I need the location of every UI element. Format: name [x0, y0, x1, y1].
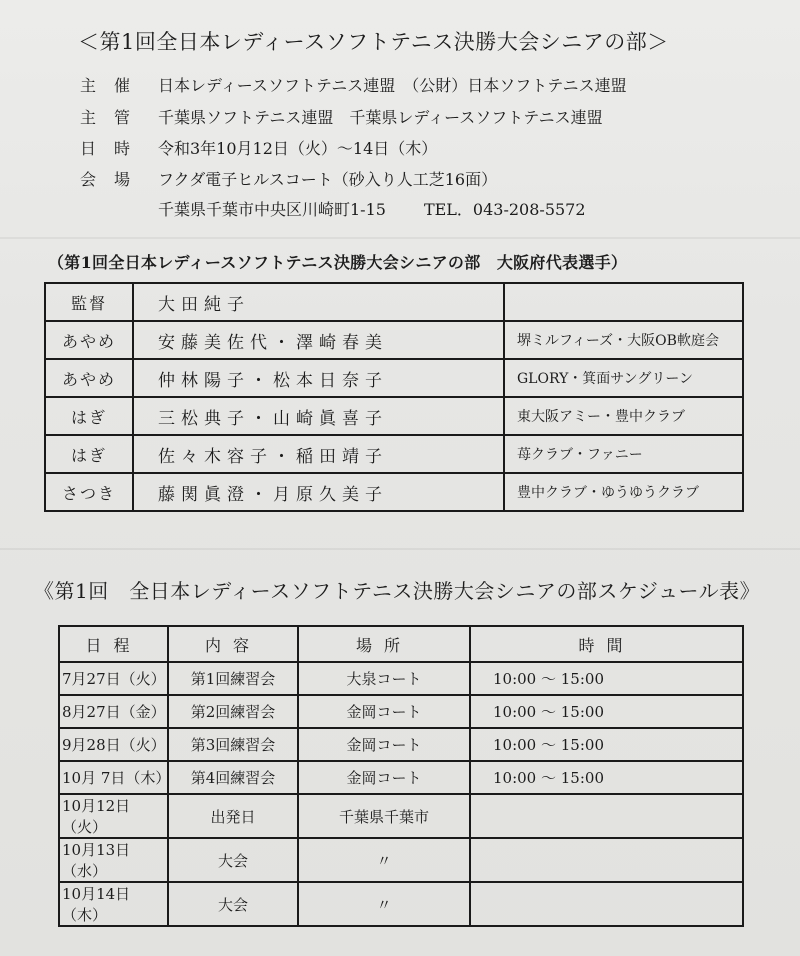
schedule-row: [59, 794, 743, 838]
team-position: 監督: [45, 283, 133, 321]
team-position: はぎ: [45, 435, 133, 473]
header-time: 時間: [470, 626, 743, 662]
info-row-management: [80, 105, 603, 128]
schedule-place: 〃: [298, 838, 470, 882]
team-row: [45, 473, 743, 511]
team-player-names: 大田純子: [133, 283, 504, 321]
team-row: [45, 321, 743, 359]
header-content: 内容: [168, 626, 298, 662]
schedule-time: [470, 882, 743, 926]
team-position: あやめ: [45, 321, 133, 359]
schedule-content: 大会: [168, 882, 298, 926]
fold-line: [0, 237, 800, 239]
schedule-date: 7月27日（火）: [59, 662, 168, 695]
team-table: [44, 282, 744, 512]
team-club: 豊中クラブ・ゆうゆうクラブ: [504, 473, 743, 511]
info-row-datetime: [80, 136, 437, 159]
team-club: [504, 283, 743, 321]
schedule-header-row: [59, 626, 743, 662]
schedule-row: [59, 761, 743, 794]
document-title: ＜第1回全日本レディースソフトテニス決勝大会シニアの部＞: [78, 30, 669, 54]
venue-phone: TEL．043-208-5572: [423, 200, 586, 219]
schedule-date: 10月13日（水）: [59, 838, 168, 882]
schedule-content: 第1回練習会: [168, 662, 298, 695]
fold-line: [0, 548, 800, 550]
schedule-content: 第3回練習会: [168, 728, 298, 761]
schedule-time: [470, 794, 743, 838]
schedule-content: 大会: [168, 838, 298, 882]
team-table-body: [45, 283, 743, 511]
schedule-time: 10:00 ～ 15:00: [470, 695, 743, 728]
team-club: 東大阪アミー・豊中クラブ: [504, 397, 743, 435]
team-row: [45, 359, 743, 397]
header-place: 場所: [298, 626, 470, 662]
schedule-row: [59, 695, 743, 728]
info-value: 日本レディースソフトテニス連盟 （公財）日本ソフトテニス連盟: [158, 76, 627, 95]
schedule-date: 10月14日（木）: [59, 882, 168, 926]
schedule-place: 金岡コート: [298, 728, 470, 761]
schedule-place: 金岡コート: [298, 695, 470, 728]
schedule-date: 8月27日（金）: [59, 695, 168, 728]
schedule-place: 大泉コート: [298, 662, 470, 695]
schedule-content: 第4回練習会: [168, 761, 298, 794]
team-row: [45, 283, 743, 321]
schedule-row: [59, 728, 743, 761]
schedule-place: 〃: [298, 882, 470, 926]
schedule-place: 金岡コート: [298, 761, 470, 794]
info-label: 主催: [80, 76, 149, 95]
team-position: あやめ: [45, 359, 133, 397]
team-player-names: 安藤美佐代・澤崎春美: [133, 321, 504, 359]
team-club: GLORY・箕面サングリーン: [504, 359, 743, 397]
schedule-row: [59, 882, 743, 926]
schedule-time: 10:00 ～ 15:00: [470, 761, 743, 794]
team-player-names: 佐々木容子・稲田靖子: [133, 435, 504, 473]
team-position: さつき: [45, 473, 133, 511]
info-value: 千葉県ソフトテニス連盟 千葉県レディースソフトテニス連盟: [158, 108, 603, 127]
info-label: 会場: [80, 170, 149, 189]
schedule-row: [59, 838, 743, 882]
team-player-names: 三松典子・山崎眞喜子: [133, 397, 504, 435]
schedule-time: 10:00 ～ 15:00: [470, 662, 743, 695]
team-row: [45, 435, 743, 473]
header-date: 日程: [59, 626, 168, 662]
schedule-content: 第2回練習会: [168, 695, 298, 728]
schedule-table-body: [59, 662, 743, 926]
schedule-time: [470, 838, 743, 882]
team-heading: （第1回全日本レディースソフトテニス決勝大会シニアの部 大阪府代表選手）: [48, 253, 628, 272]
info-label: 主管: [80, 108, 149, 127]
schedule-heading: 《第1回 全日本レディースソフトテニス決勝大会シニアの部スケジュール表》: [34, 579, 761, 603]
team-position: はぎ: [45, 397, 133, 435]
team-player-names: 仲林陽子・松本日奈子: [133, 359, 504, 397]
schedule-content: 出発日: [168, 794, 298, 838]
schedule-time: 10:00 ～ 15:00: [470, 728, 743, 761]
schedule-table: [58, 625, 744, 927]
team-club: 堺ミルフィーズ・大阪OB軟庭会: [504, 321, 743, 359]
info-label: 日時: [80, 139, 149, 158]
venue-address: 千葉県千葉市中央区川崎町1-15: [158, 200, 386, 219]
schedule-place: 千葉県千葉市: [298, 794, 470, 838]
team-club: 苺クラブ・ファニー: [504, 435, 743, 473]
info-value: フクダ電子ヒルスコート（砂入り人工芝16面）: [158, 170, 498, 189]
schedule-date: 9月28日（火）: [59, 728, 168, 761]
schedule-date: 10月12日（火）: [59, 794, 168, 838]
schedule-date: 10月 7日（木）: [59, 761, 168, 794]
team-player-names: 藤関眞澄・月原久美子: [133, 473, 504, 511]
info-row-venue: [80, 167, 497, 190]
team-row: [45, 397, 743, 435]
schedule-row: [59, 662, 743, 695]
info-row-host: [80, 73, 627, 96]
info-value: 令和3年10月12日（火）～14日（木）: [158, 139, 438, 158]
venue-address-line: [158, 197, 586, 220]
